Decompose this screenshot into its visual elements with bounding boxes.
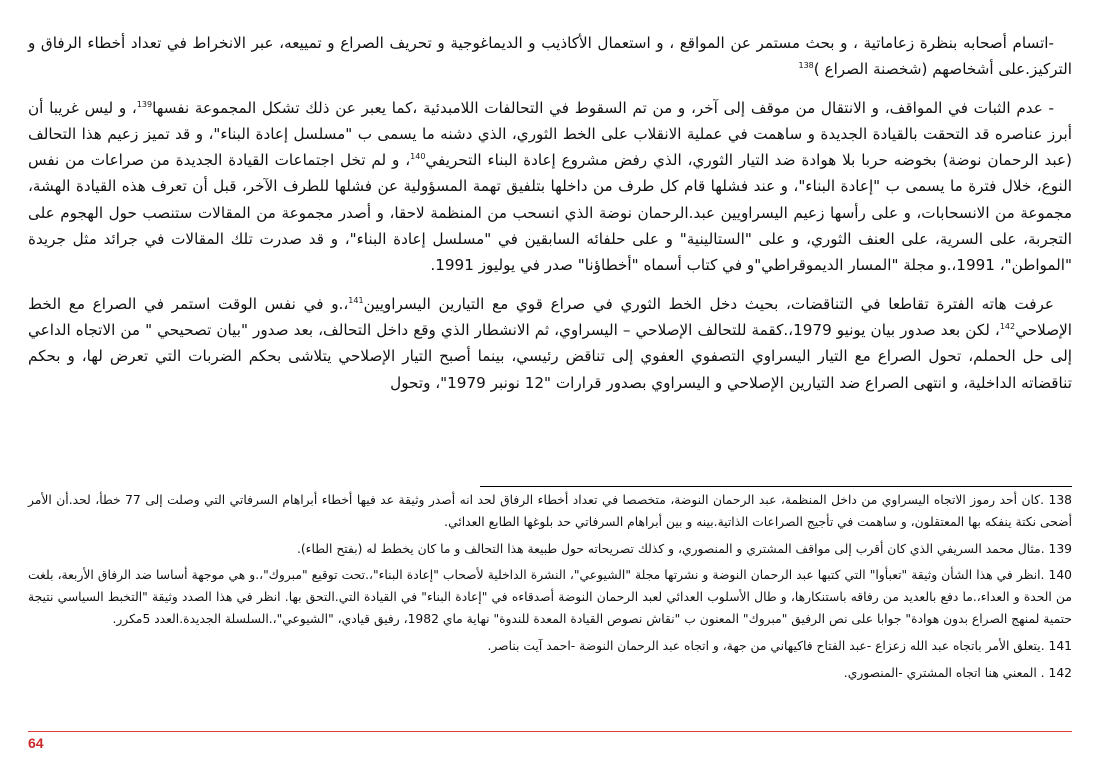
footnote-139: 139 .مثال محمد السريفي الذي كان أقرب إلى مواقف المشتري و المنصوري، و كذلك تصريحاته حول طبيعة هذا التحالف و ما كان يخطط له (بفتح الطاء). — [296, 541, 1072, 556]
footnote-140: 140 .انظر في هذا الشأن وثيقة "تعبأوا" التي كتبها عبد الرحمان النوضة و نشرتها مجلة "الشيوعي"، النشرة الداخلية لأصحاب "إعادة البناء"،.تحت توقيع "مبروك"،.و هي موجهة أساسا ضد الرفاق الأربعة، بلغت من الحدة و العداء،.ما دفع بالعديد من رفاقه باستنكارها، و طال الأسلوب العدائي لعبد الرحمان النوضة أصدقاءه في "إعادة البناء" في القيادة التي.التحق بها. انظر في هذا الصدد وثيقة "التخبط السياسي نتيجة حتمية لمنهج الصراع بدون هوادة" جوابا على نص الرفيق "مبروك" المعنون ب "نقاش نصوص القيادة المعدة للندوة" نهاية ماي 1982، رفيق قيادي، "الشيوعي"،.السلسلة الجديدة.العدد 5مكرر. — [28, 568, 1072, 626]
paragraph-2 — [28, 95, 1072, 279]
main-text — [28, 30, 1072, 396]
paragraph-1-text: -اتسام أصحابه بنظرة زعاماتية ، و بحث مستمر عن المواقع ، و استعمال الأكاذيب و الديماغوجية و تحريف الصراع و تمييعه، عبر الانخراط في تعداد أخطاء الرفاق و التركيز.على أشخاصهم (شخصنة الصراع ) — [28, 34, 1072, 79]
footnotes — [28, 490, 1072, 689]
paragraph-1 — [28, 30, 1072, 83]
paragraph-3-text-c: ، لكن بعد صدور بيان يونيو 1979،.كقمة للتحالف الإصلاحي – اليسراوي، ثم الانشطار الذي وقع داخل التحالف، بعد صدور "بيان تصحيحي " من الاتجاه الداعي إلى حل الحملم، تحول الصراع مع التيار اليسراوي التصفوي العفوي إلى تناقض رئيسي، بينما أصبح التيار الإصلاحي يتلاشى بحكم الضربات التي تعرض لها، و بحكم تناقضاته الداخلية، و انتهى الصراع ضد التيارين الإصلاحي و اليسراوي بصدور قرارات "12 نونبر 1979"، وتحول — [28, 320, 1072, 392]
footer-rule — [28, 731, 1072, 732]
paragraph-2-text-b: ، و ليس غريبا أن أبرز عناصره قد التحقت بالقيادة الجديدة و ساهمت في عملية الانقلاب على الخط الثوري، الذي دشنه ما يسمى ب "مسلسل إعادة البناء"، و قد تميز زعيم هذا التحالف (عبد الرحمان نوضة) بخوضه حربا بلا هوادة ضد التيار الثوري، الذي رفض مشروع إعادة البناء التحريفي — [28, 98, 1072, 170]
footnote-ref-141[interactable]: 141 — [348, 295, 364, 305]
footnote-separator — [480, 486, 1072, 487]
footnote-141: 141 .يتعلق الأمر باتجاه عبد الله زعزاع -عبد الفتاح فاكيهاني من جهة، و اتجاه عبد الرحمان النوضة -احمد آيت بناصر. — [487, 638, 1072, 653]
paragraph-3-text-a: عرفت هاته الفترة تقاطعا في التناقضات، بحيث دخل الخط الثوري في صراع قوي مع التيارين اليسراويين — [363, 294, 1054, 313]
paragraph-2-text-c: ، و لم تخل اجتماعات القيادة الجديدة من صراعات من نفس النوع، خلال فترة ما يسمى ب "إعادة البناء"، و عند فشلها قام كل طرف من داخلها بتلفيق تهمة المسؤولية عن فشلها للطرف الآخر، قبل أن تعرف هذه القيادة الهشة، مجموعة من الانسحابات، و على رأسها زعيم اليسراويين عبد.الرحمان نوضة الذي انسحب من المنظمة لاحقا، و أصدر مجموعة من المقالات ستنصب حول الهجوم على التجربة، على السرية، على العنف الثوري، و على "الستالينية" و على حلفائه السابقين في "مسلسل إعادة البناء"، و قد صدرت تلك المقالات في جرائد مثل جريدة "المواطن"، 1991،.و مجلة "المسار الديموقراطي"و في كتاب أسماه "أخطاؤنا" صدر في يوليوز 1991. — [28, 151, 1072, 275]
page-body — [28, 30, 1072, 396]
footnote-ref-142[interactable]: 142 — [999, 321, 1016, 331]
paragraph-3-text-b: ،.و في نفس الوقت استمر في الصراع مع الخط الإصلاحي — [28, 294, 1072, 339]
paragraph-3 — [28, 291, 1072, 396]
paragraph-2-text-a: - عدم الثبات في المواقف، و الانتقال من موقف إلى آخر، و من تم السقوط في التحالفات اللامبدئية ،كما يعبر عن ذلك تشكل المجموعة نفسها — [152, 98, 1054, 117]
footnote-138: 138 .كان أحد رموز الاتجاه اليسراوي من داخل المنظمة، عبد الرحمان النوضة، متخصصا في تعداد أخطاء الرفاق لحد انه أصدر وثيقة عد فيها أخطاء أبراهام السرفاتي التي وصلت إلى 77 خطأ، لحد.أن الأمر أضحى نكتة ينفكه بها المعتقلون، و ساهمت في تأجيج الصراعات الذاتية.بينه و بين أبراهام السرفاتي حد بلوغها الطابع العدائي. — [28, 493, 1072, 529]
footnote-ref-140[interactable]: 140 — [410, 152, 426, 162]
page-number: 64 — [28, 735, 44, 751]
footnote-142: 142 . المعني هنا اتجاه المشتري -المنصوري. — [843, 665, 1072, 680]
footnote-ref-138[interactable]: 138 — [798, 61, 814, 71]
footnote-ref-139[interactable]: 139 — [136, 99, 153, 109]
